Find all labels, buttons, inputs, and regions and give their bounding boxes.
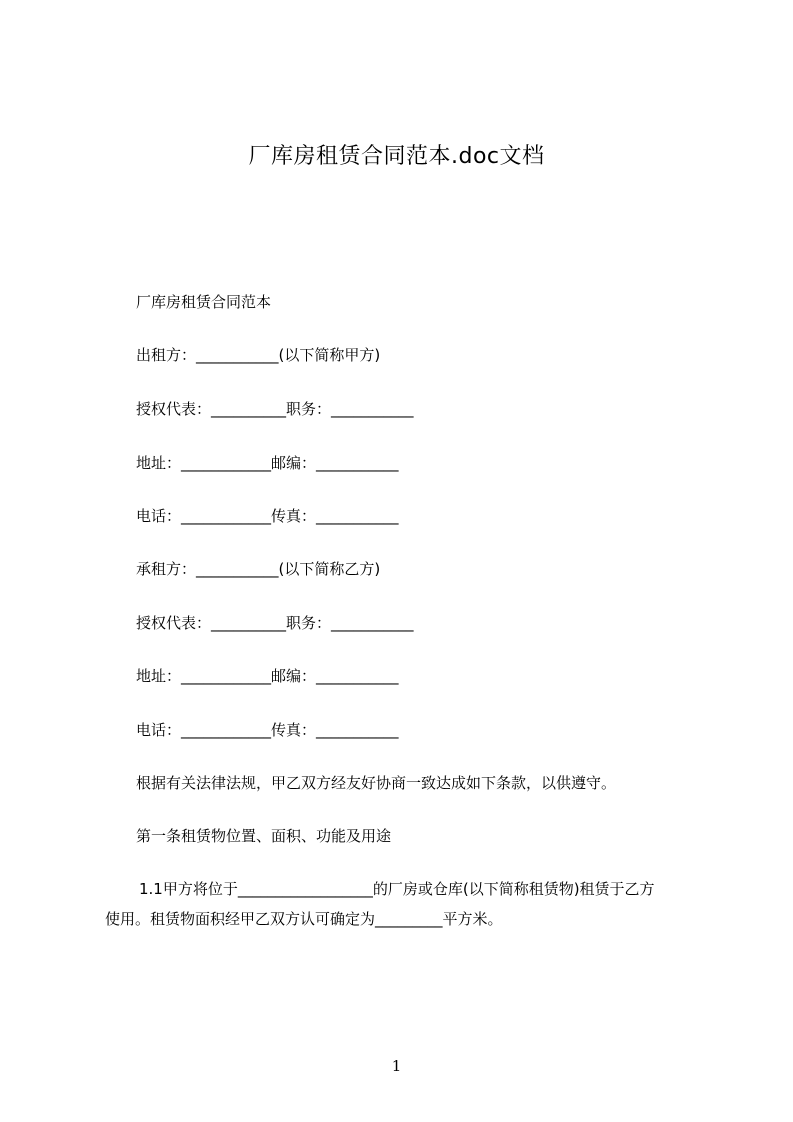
clause-1-1-line-1: 1.1甲方将位于__________________的厂房或仓库(以下简称租赁物)租赁于乙方 — [139, 880, 655, 898]
lessor-line: 出租方：___________(以下简称甲方) — [136, 346, 381, 364]
lessor-representative-line: 授权代表：__________职务：___________ — [136, 400, 414, 418]
lessee-line: 承租方：___________(以下简称乙方) — [136, 560, 381, 578]
lessee-phone-line: 电话：____________传真：___________ — [136, 721, 399, 739]
lessee-address-line: 地址：____________邮编：___________ — [136, 667, 399, 685]
lessee-representative-line: 授权代表：__________职务：___________ — [136, 614, 414, 632]
clause-1-1 — [105, 874, 705, 934]
clause-1-1-line-2: 使用。租赁物面积经甲乙双方认可确定为_________平方米。 — [105, 910, 503, 928]
lessor-address-line: 地址：____________邮编：___________ — [136, 454, 399, 472]
page-number: 1 — [391, 1057, 402, 1075]
article-1-heading: 第一条租赁物位置、面积、功能及用途 — [136, 827, 392, 845]
lessor-phone-line: 电话：____________传真：___________ — [136, 507, 399, 525]
contract-heading: 厂库房租赁合同范本 — [136, 293, 272, 311]
document-title: 厂库房租赁合同范本.doc文档 — [248, 144, 545, 169]
preamble-paragraph: 根据有关法律法规，甲乙双方经友好协商一致达成如下条款，以供遵守。 — [136, 774, 617, 792]
